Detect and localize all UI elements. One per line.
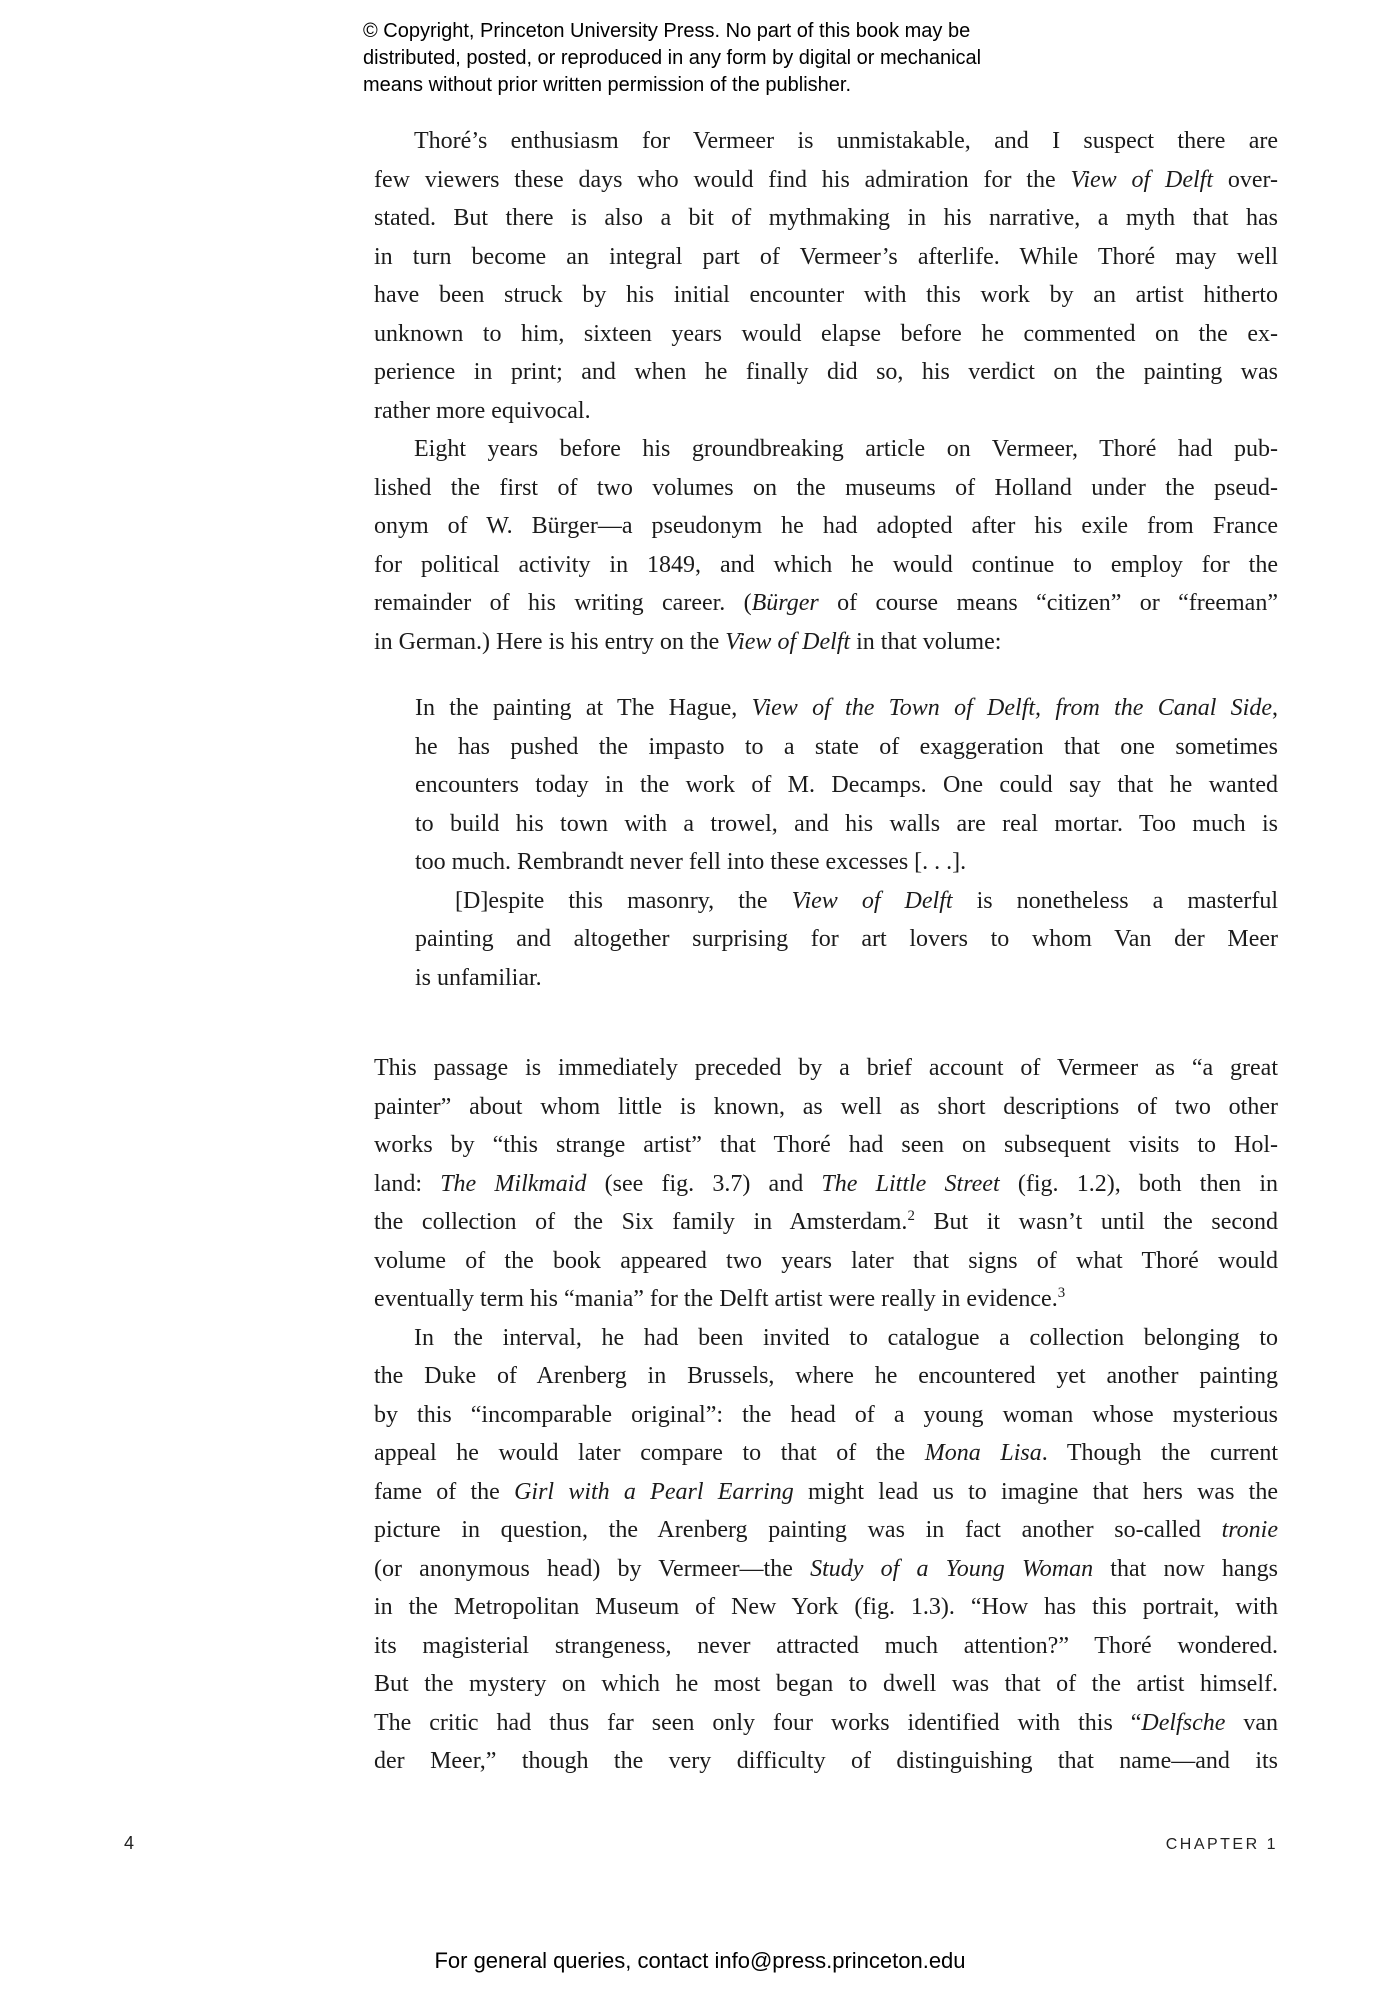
- text-line: [415, 959, 1278, 998]
- italic-title-text: View of the Town of Delft, from the Canal Side: [751, 695, 1272, 721]
- text-line: [374, 276, 1278, 315]
- text-line: [415, 843, 1278, 882]
- body-run: But the mystery on which he most began to dwell was that of the artist himself.: [374, 1671, 1278, 1697]
- italic-title-text: Mona Lisa: [924, 1440, 1042, 1466]
- text-line: [374, 430, 1278, 469]
- text-line: [374, 1588, 1278, 1627]
- body-run: . Though the current: [1041, 1440, 1278, 1466]
- italic-title-text: View of Delft: [791, 887, 953, 914]
- body-run: might lead us to imagine that hers was the: [793, 1478, 1279, 1505]
- text-line: [415, 728, 1278, 767]
- text-line: [415, 882, 1278, 921]
- text-line: [374, 1165, 1278, 1204]
- text-line: [374, 392, 1278, 431]
- body-run: picture in question, the Arenberg painting was in fact another so-called: [374, 1517, 1222, 1543]
- text-line: [415, 805, 1278, 844]
- body-run: the Duke of Arenberg in Brussels, where he encountered yet another painting: [374, 1363, 1278, 1389]
- body-run: remainder of his writing career. (: [374, 590, 752, 616]
- body-run: in turn become an integral part of Vermeer’s afterlife. While Thoré may well: [374, 243, 1278, 270]
- body-run: In the interval, he had been invited to catalogue a collection belonging to: [414, 1324, 1278, 1351]
- text-line: [374, 1473, 1278, 1512]
- body-run: In the painting at The Hague,: [415, 695, 752, 721]
- italic-title-text: Delfsche: [1141, 1709, 1226, 1736]
- body-run: painter” about whom little is known, as well as short descriptions of two other: [374, 1093, 1278, 1120]
- text-line: [374, 122, 1278, 161]
- text-line: [374, 1511, 1278, 1550]
- text-line: [374, 507, 1278, 546]
- text-line: [374, 1319, 1278, 1358]
- body-run: works by “this strange artist” that Thoré had seen on subsequent visits to Hol-: [374, 1132, 1278, 1158]
- body-run: of course means “citizen” or “freeman”: [818, 590, 1278, 616]
- body-run: that now hangs: [1093, 1555, 1279, 1582]
- text-line: [374, 1742, 1278, 1781]
- body-run: in German.) Here is his entry on the: [374, 628, 726, 655]
- paragraph: [374, 430, 1278, 661]
- text-line: [374, 584, 1278, 623]
- text-line: [374, 1357, 1278, 1396]
- body-run: rather more equivocal.: [374, 397, 591, 424]
- text-line: [374, 1049, 1278, 1088]
- text-line: [374, 1665, 1278, 1704]
- text-line: [374, 238, 1278, 277]
- text-line: [374, 623, 1278, 662]
- text-line: [374, 1550, 1278, 1589]
- text-line: [374, 199, 1278, 238]
- body-run: Eight years before his groundbreaking article on Vermeer, Thoré had pub-: [414, 436, 1278, 462]
- italic-title-text: tronie: [1221, 1517, 1278, 1543]
- body-text: [374, 122, 1278, 1781]
- text-line: [374, 1203, 1278, 1242]
- copyright-line: means without prior written permission of the publisher.: [363, 74, 852, 96]
- body-run: perience in print; and when he finally did so, his verdict on the painting was: [374, 359, 1278, 385]
- paragraph: [374, 1319, 1278, 1781]
- text-line: [374, 161, 1278, 200]
- body-run: too much. Rembrandt never fell into these excesses [. . .].: [415, 849, 967, 875]
- body-run: land:: [374, 1170, 441, 1197]
- text-line: [374, 469, 1278, 508]
- body-run: stated. But there is also a bit of mythmaking in his narrative, a myth that has: [374, 205, 1278, 231]
- italic-title-text: View of Delft: [1070, 166, 1213, 193]
- text-line: [374, 353, 1278, 392]
- body-run: is unfamiliar.: [415, 964, 542, 991]
- paragraph: [374, 122, 1278, 430]
- body-run: volume of the book appeared two years later that signs of what Thoré would: [374, 1247, 1278, 1274]
- body-run: unknown to him, sixteen years would elapse before he commented on the ex-: [374, 320, 1278, 347]
- body-run: lished the first of two volumes on the museums of Holland under the pseud-: [374, 474, 1278, 501]
- body-run: This passage is immediately preceded by a brief account of Vermeer as “a great: [374, 1055, 1278, 1081]
- body-run: fame of the: [374, 1478, 515, 1505]
- body-run: for political activity in 1849, and which he would continue to employ for the: [374, 551, 1278, 578]
- italic-title-text: The Little Street: [821, 1170, 1000, 1197]
- blockquote: [415, 689, 1278, 997]
- body-run: encounters today in the work of M. Decamps. One could say that he wanted: [415, 772, 1278, 798]
- body-run: over-: [1212, 166, 1278, 193]
- body-run: its magisterial strangeness, never attracted much attention?” Thoré wondered.: [374, 1632, 1278, 1659]
- copyright-line: © Copyright, Princeton University Press. No part of this book may be: [363, 20, 971, 42]
- copyright-notice: [363, 18, 981, 99]
- body-run: in the Metropolitan Museum of New York (fig. 1.3). “How has this portrait, with: [374, 1594, 1278, 1620]
- text-line: [374, 1627, 1278, 1666]
- body-run: van: [1225, 1709, 1278, 1736]
- body-run: is nonetheless a masterful: [952, 887, 1278, 914]
- body-run: in that volume:: [850, 628, 1002, 655]
- text-line: [374, 546, 1278, 585]
- body-run: ,: [1272, 695, 1278, 721]
- body-run: der Meer,” though the very difficulty of distinguishing that name—and its: [374, 1748, 1278, 1774]
- text-line: [374, 1704, 1278, 1743]
- copyright-line: distributed, posted, or reproduced in any form by digital or mechanical: [363, 47, 982, 69]
- text-line: [374, 1280, 1278, 1319]
- text-line: [374, 1434, 1278, 1473]
- body-run: have been struck by his initial encounter with this work by an artist hitherto: [374, 282, 1278, 308]
- body-run: few viewers these days who would find his admiration for the: [374, 166, 1071, 193]
- body-run: to build his town with a trowel, and his walls are real mortar. Too much is: [415, 810, 1278, 837]
- italic-title-text: Girl with a Pearl Earring: [514, 1478, 794, 1505]
- text-line: [415, 920, 1278, 959]
- body-run: the collection of the Six family in Amsterdam.: [374, 1209, 908, 1235]
- text-line: [415, 689, 1278, 728]
- paragraph: [374, 1049, 1278, 1319]
- footnote-reference: 2: [907, 1208, 915, 1224]
- body-run: [D]espite this masonry, the: [455, 887, 792, 914]
- text-line: [415, 766, 1278, 805]
- body-run: appeal he would later compare to that of the: [374, 1440, 925, 1466]
- italic-title-text: View of Delft: [725, 628, 851, 655]
- body-run: But it wasn’t until the second: [914, 1209, 1278, 1235]
- page-number: 4: [124, 1833, 135, 1853]
- body-run: onym of W. Bürger—a pseudonym he had adopted after his exile from France: [374, 513, 1278, 539]
- text-line: [374, 1088, 1278, 1127]
- body-run: by this “incomparable original”: the head of a young woman whose mysterious: [374, 1401, 1278, 1428]
- footnote-reference: 3: [1057, 1285, 1066, 1301]
- body-run: Thoré’s enthusiasm for Vermeer is unmistakable, and I suspect there are: [414, 128, 1278, 154]
- body-run: (fig. 1.2), both then in: [999, 1170, 1278, 1197]
- text-line: [374, 1242, 1278, 1281]
- italic-title-text: The Milkmaid: [440, 1170, 587, 1197]
- body-run: eventually term his “mania” for the Delft artist were really in evidence.: [374, 1286, 1058, 1312]
- query-contact-notice: For general queries, contact info@press.princeton.edu: [434, 1948, 966, 1973]
- body-run: (or anonymous head) by Vermeer—the: [374, 1555, 811, 1582]
- chapter-running-footer: CHAPTER 1: [1165, 1836, 1278, 1853]
- body-run: (see fig. 3.7) and: [586, 1170, 822, 1197]
- body-run: he has pushed the impasto to a state of exaggeration that one sometimes: [415, 733, 1278, 760]
- text-line: [374, 315, 1278, 354]
- body-run: The critic had thus far seen only four works identified with this “: [374, 1709, 1142, 1736]
- body-run: painting and altogether surprising for art lovers to whom Van der Meer: [415, 926, 1278, 952]
- text-line: [374, 1126, 1278, 1165]
- italic-title-text: Bürger: [751, 590, 819, 616]
- italic-title-text: Study of a Young Woman: [810, 1555, 1094, 1582]
- text-line: [374, 1396, 1278, 1435]
